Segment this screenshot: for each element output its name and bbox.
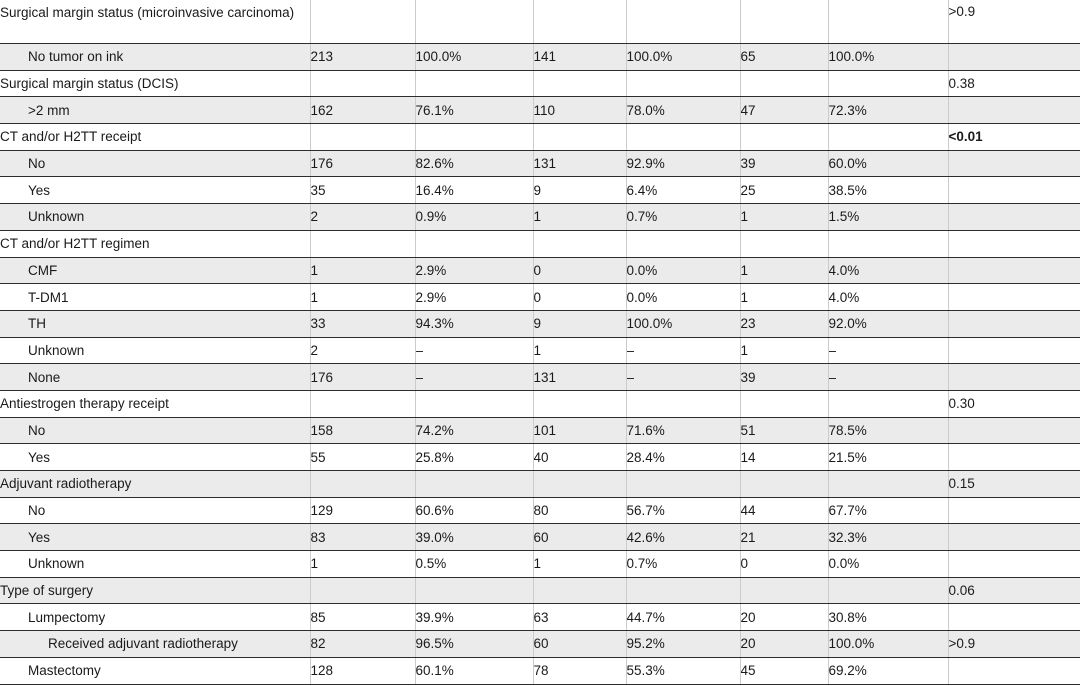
cell-p-value xyxy=(948,364,1080,391)
table-row xyxy=(0,524,1080,551)
row-label: Antiestrogen therapy receipt xyxy=(0,390,310,417)
cell-n-cohort1: 1 xyxy=(310,284,415,311)
table-row xyxy=(0,177,1080,204)
cell-n-cohort1: 35 xyxy=(310,177,415,204)
cell-n-cohort3: 14 xyxy=(740,444,828,471)
cell-n-cohort3: 21 xyxy=(740,524,828,551)
cell-n-cohort3: 45 xyxy=(740,657,828,684)
cell-pct-cohort2: 42.6% xyxy=(626,524,740,551)
cell-n-cohort1: 2 xyxy=(310,337,415,364)
cell-p-value xyxy=(948,230,1080,257)
cell-pct-cohort2 xyxy=(626,0,740,44)
cell-n-cohort2 xyxy=(533,390,626,417)
cell-pct-cohort3: 30.8% xyxy=(828,604,948,631)
cell-n-cohort3 xyxy=(740,124,828,151)
cell-pct-cohort3: 69.2% xyxy=(828,657,948,684)
cell-p-value: 0.30 xyxy=(948,390,1080,417)
cell-pct-cohort3 xyxy=(828,390,948,417)
row-label: Unknown xyxy=(0,337,310,364)
cell-pct-cohort1: 60.6% xyxy=(415,497,533,524)
cell-pct-cohort3: 60.0% xyxy=(828,150,948,177)
cell-pct-cohort1 xyxy=(415,0,533,44)
cell-pct-cohort3: 92.0% xyxy=(828,310,948,337)
cell-pct-cohort1: 2.9% xyxy=(415,257,533,284)
cell-pct-cohort2 xyxy=(626,124,740,151)
cell-n-cohort1: 213 xyxy=(310,44,415,71)
cell-p-value xyxy=(948,497,1080,524)
cell-n-cohort2: 110 xyxy=(533,97,626,124)
cell-pct-cohort2: 56.7% xyxy=(626,497,740,524)
cell-pct-cohort2 xyxy=(626,70,740,97)
cell-pct-cohort3: 4.0% xyxy=(828,257,948,284)
cell-pct-cohort3 xyxy=(828,70,948,97)
row-label: No xyxy=(0,417,310,444)
cell-p-value xyxy=(948,150,1080,177)
cell-pct-cohort3: 0.0% xyxy=(828,551,948,578)
cell-pct-cohort2 xyxy=(626,577,740,604)
cell-pct-cohort1: 16.4% xyxy=(415,177,533,204)
row-label: Yes xyxy=(0,524,310,551)
cell-pct-cohort1: 0.5% xyxy=(415,551,533,578)
cell-n-cohort3 xyxy=(740,0,828,44)
cell-p-value xyxy=(948,444,1080,471)
cell-pct-cohort1 xyxy=(415,577,533,604)
row-label: Received adjuvant radiotherapy xyxy=(0,631,310,658)
cell-pct-cohort1 xyxy=(415,70,533,97)
cell-pct-cohort3: 1.5% xyxy=(828,204,948,231)
table-row xyxy=(0,604,1080,631)
cell-p-value: <0.01 xyxy=(948,124,1080,151)
cell-pct-cohort2: 92.9% xyxy=(626,150,740,177)
table-row xyxy=(0,497,1080,524)
cell-n-cohort1: 129 xyxy=(310,497,415,524)
row-label: CT and/or H2TT receipt xyxy=(0,124,310,151)
cell-pct-cohort2: 95.2% xyxy=(626,631,740,658)
cell-n-cohort2: 40 xyxy=(533,444,626,471)
cell-p-value: >0.9 xyxy=(948,0,1080,44)
cell-pct-cohort2: 0.7% xyxy=(626,551,740,578)
cell-p-value: 0.38 xyxy=(948,70,1080,97)
cell-pct-cohort3 xyxy=(828,230,948,257)
table-row xyxy=(0,417,1080,444)
table-row xyxy=(0,204,1080,231)
row-label: CMF xyxy=(0,257,310,284)
cell-n-cohort1: 158 xyxy=(310,417,415,444)
cell-pct-cohort1: 76.1% xyxy=(415,97,533,124)
cell-pct-cohort3 xyxy=(828,124,948,151)
cell-n-cohort1: 2 xyxy=(310,204,415,231)
row-label: Adjuvant radiotherapy xyxy=(0,471,310,498)
cell-p-value: >0.9 xyxy=(948,631,1080,658)
cell-pct-cohort1: 82.6% xyxy=(415,150,533,177)
cell-pct-cohort2 xyxy=(626,230,740,257)
cell-pct-cohort1: – xyxy=(415,337,533,364)
cell-n-cohort2: 131 xyxy=(533,364,626,391)
table-row xyxy=(0,364,1080,391)
cell-n-cohort2: 9 xyxy=(533,177,626,204)
cell-pct-cohort3: 100.0% xyxy=(828,44,948,71)
cell-n-cohort2: 131 xyxy=(533,150,626,177)
cell-n-cohort1 xyxy=(310,70,415,97)
table-row xyxy=(0,150,1080,177)
row-label: Lumpectomy xyxy=(0,604,310,631)
cell-pct-cohort2: – xyxy=(626,364,740,391)
cell-p-value xyxy=(948,657,1080,684)
row-label: Unknown xyxy=(0,204,310,231)
cell-n-cohort1: 83 xyxy=(310,524,415,551)
cell-pct-cohort1 xyxy=(415,230,533,257)
cell-pct-cohort3: 38.5% xyxy=(828,177,948,204)
cell-pct-cohort1: 100.0% xyxy=(415,44,533,71)
cell-n-cohort2: 141 xyxy=(533,44,626,71)
cell-n-cohort2 xyxy=(533,471,626,498)
cell-n-cohort1: 33 xyxy=(310,310,415,337)
cell-pct-cohort1: 96.5% xyxy=(415,631,533,658)
cell-n-cohort2: 1 xyxy=(533,204,626,231)
cell-pct-cohort3 xyxy=(828,577,948,604)
cell-pct-cohort2: – xyxy=(626,337,740,364)
cell-pct-cohort3: 100.0% xyxy=(828,631,948,658)
row-label: Unknown xyxy=(0,551,310,578)
cell-pct-cohort3: 21.5% xyxy=(828,444,948,471)
cell-n-cohort2: 9 xyxy=(533,310,626,337)
cell-n-cohort3: 39 xyxy=(740,364,828,391)
cell-n-cohort3 xyxy=(740,230,828,257)
cell-pct-cohort2: 0.7% xyxy=(626,204,740,231)
table-row xyxy=(0,70,1080,97)
cell-n-cohort3: 1 xyxy=(740,284,828,311)
cell-p-value xyxy=(948,337,1080,364)
cell-p-value xyxy=(948,257,1080,284)
cell-pct-cohort2: 6.4% xyxy=(626,177,740,204)
row-label: Surgical margin status (microinvasive carcinoma) xyxy=(0,0,310,44)
cell-pct-cohort2: 44.7% xyxy=(626,604,740,631)
cell-n-cohort3 xyxy=(740,577,828,604)
row-label: Mastectomy xyxy=(0,657,310,684)
cell-pct-cohort2: 0.0% xyxy=(626,257,740,284)
table-row xyxy=(0,44,1080,71)
table-row xyxy=(0,657,1080,684)
cell-pct-cohort3: 67.7% xyxy=(828,497,948,524)
cell-pct-cohort1 xyxy=(415,124,533,151)
cell-pct-cohort2 xyxy=(626,471,740,498)
row-label: None xyxy=(0,364,310,391)
cell-n-cohort3: 1 xyxy=(740,337,828,364)
cell-n-cohort2 xyxy=(533,0,626,44)
cell-pct-cohort1: 2.9% xyxy=(415,284,533,311)
cell-pct-cohort2: 28.4% xyxy=(626,444,740,471)
table-row xyxy=(0,257,1080,284)
cell-n-cohort2: 1 xyxy=(533,337,626,364)
row-label: No tumor on ink xyxy=(0,44,310,71)
cell-pct-cohort3: – xyxy=(828,337,948,364)
table-row xyxy=(0,390,1080,417)
table-row xyxy=(0,0,1080,44)
cell-pct-cohort3: – xyxy=(828,364,948,391)
cell-n-cohort3: 20 xyxy=(740,631,828,658)
row-label: CT and/or H2TT regimen xyxy=(0,230,310,257)
cell-pct-cohort1: 60.1% xyxy=(415,657,533,684)
cell-n-cohort1 xyxy=(310,471,415,498)
cell-p-value xyxy=(948,604,1080,631)
cell-n-cohort2: 0 xyxy=(533,257,626,284)
table-row xyxy=(0,310,1080,337)
cell-pct-cohort2: 100.0% xyxy=(626,310,740,337)
table-row xyxy=(0,97,1080,124)
cell-pct-cohort3: 4.0% xyxy=(828,284,948,311)
table-row xyxy=(0,577,1080,604)
cell-p-value xyxy=(948,177,1080,204)
cell-n-cohort3: 20 xyxy=(740,604,828,631)
cell-pct-cohort1: 25.8% xyxy=(415,444,533,471)
cell-pct-cohort2: 0.0% xyxy=(626,284,740,311)
cell-pct-cohort2 xyxy=(626,390,740,417)
cell-p-value xyxy=(948,204,1080,231)
cell-p-value xyxy=(948,284,1080,311)
cell-pct-cohort2: 78.0% xyxy=(626,97,740,124)
cell-n-cohort2: 63 xyxy=(533,604,626,631)
cell-n-cohort1: 176 xyxy=(310,150,415,177)
cell-n-cohort2: 80 xyxy=(533,497,626,524)
table-row xyxy=(0,124,1080,151)
cell-pct-cohort3: 78.5% xyxy=(828,417,948,444)
cell-pct-cohort1: 39.9% xyxy=(415,604,533,631)
row-label: Surgical margin status (DCIS) xyxy=(0,70,310,97)
cell-n-cohort2 xyxy=(533,124,626,151)
cell-n-cohort3 xyxy=(740,70,828,97)
cell-n-cohort3: 1 xyxy=(740,257,828,284)
cell-n-cohort1: 1 xyxy=(310,551,415,578)
cell-n-cohort2 xyxy=(533,70,626,97)
cell-p-value xyxy=(948,44,1080,71)
row-label: No xyxy=(0,497,310,524)
cell-n-cohort2: 78 xyxy=(533,657,626,684)
cell-pct-cohort3 xyxy=(828,471,948,498)
row-label: TH xyxy=(0,310,310,337)
row-label: Type of surgery xyxy=(0,577,310,604)
cell-p-value xyxy=(948,97,1080,124)
row-label: >2 mm xyxy=(0,97,310,124)
cell-n-cohort1: 162 xyxy=(310,97,415,124)
cell-p-value xyxy=(948,524,1080,551)
cell-p-value xyxy=(948,310,1080,337)
row-label: No xyxy=(0,150,310,177)
cell-n-cohort1: 82 xyxy=(310,631,415,658)
cell-n-cohort1: 55 xyxy=(310,444,415,471)
cell-n-cohort1: 128 xyxy=(310,657,415,684)
cell-pct-cohort1: 0.9% xyxy=(415,204,533,231)
cell-p-value: 0.15 xyxy=(948,471,1080,498)
cell-n-cohort1: 85 xyxy=(310,604,415,631)
cell-n-cohort1 xyxy=(310,230,415,257)
cell-pct-cohort1: 94.3% xyxy=(415,310,533,337)
cell-n-cohort2: 60 xyxy=(533,631,626,658)
cell-n-cohort3: 65 xyxy=(740,44,828,71)
cell-p-value: 0.06 xyxy=(948,577,1080,604)
cell-n-cohort2: 60 xyxy=(533,524,626,551)
cell-n-cohort2: 101 xyxy=(533,417,626,444)
table-row xyxy=(0,471,1080,498)
cell-n-cohort2: 1 xyxy=(533,551,626,578)
cell-pct-cohort3: 72.3% xyxy=(828,97,948,124)
cell-n-cohort2 xyxy=(533,577,626,604)
cell-n-cohort1 xyxy=(310,124,415,151)
cell-pct-cohort2: 71.6% xyxy=(626,417,740,444)
cell-n-cohort3: 25 xyxy=(740,177,828,204)
cell-n-cohort3: 39 xyxy=(740,150,828,177)
table-row xyxy=(0,444,1080,471)
cell-n-cohort3: 23 xyxy=(740,310,828,337)
table-row xyxy=(0,337,1080,364)
cell-pct-cohort1: 39.0% xyxy=(415,524,533,551)
table-row xyxy=(0,631,1080,658)
table-row xyxy=(0,551,1080,578)
cell-n-cohort2: 0 xyxy=(533,284,626,311)
table-row xyxy=(0,284,1080,311)
cell-n-cohort2 xyxy=(533,230,626,257)
cell-n-cohort3: 44 xyxy=(740,497,828,524)
cell-n-cohort1 xyxy=(310,390,415,417)
cell-n-cohort3: 1 xyxy=(740,204,828,231)
row-label: T-DM1 xyxy=(0,284,310,311)
cell-pct-cohort1: 74.2% xyxy=(415,417,533,444)
cell-n-cohort1 xyxy=(310,0,415,44)
cell-pct-cohort1 xyxy=(415,471,533,498)
cell-pct-cohort1: – xyxy=(415,364,533,391)
cell-n-cohort3: 51 xyxy=(740,417,828,444)
cell-n-cohort1 xyxy=(310,577,415,604)
cell-n-cohort3 xyxy=(740,390,828,417)
row-label: Yes xyxy=(0,444,310,471)
cell-pct-cohort2: 55.3% xyxy=(626,657,740,684)
cell-pct-cohort2: 100.0% xyxy=(626,44,740,71)
cell-p-value xyxy=(948,551,1080,578)
table-row xyxy=(0,230,1080,257)
cell-n-cohort1: 1 xyxy=(310,257,415,284)
row-label: Yes xyxy=(0,177,310,204)
cell-pct-cohort3 xyxy=(828,0,948,44)
cell-pct-cohort3: 32.3% xyxy=(828,524,948,551)
cell-n-cohort1: 176 xyxy=(310,364,415,391)
cell-n-cohort3 xyxy=(740,471,828,498)
cell-n-cohort3: 0 xyxy=(740,551,828,578)
cell-n-cohort3: 47 xyxy=(740,97,828,124)
cell-p-value xyxy=(948,417,1080,444)
cell-pct-cohort1 xyxy=(415,390,533,417)
